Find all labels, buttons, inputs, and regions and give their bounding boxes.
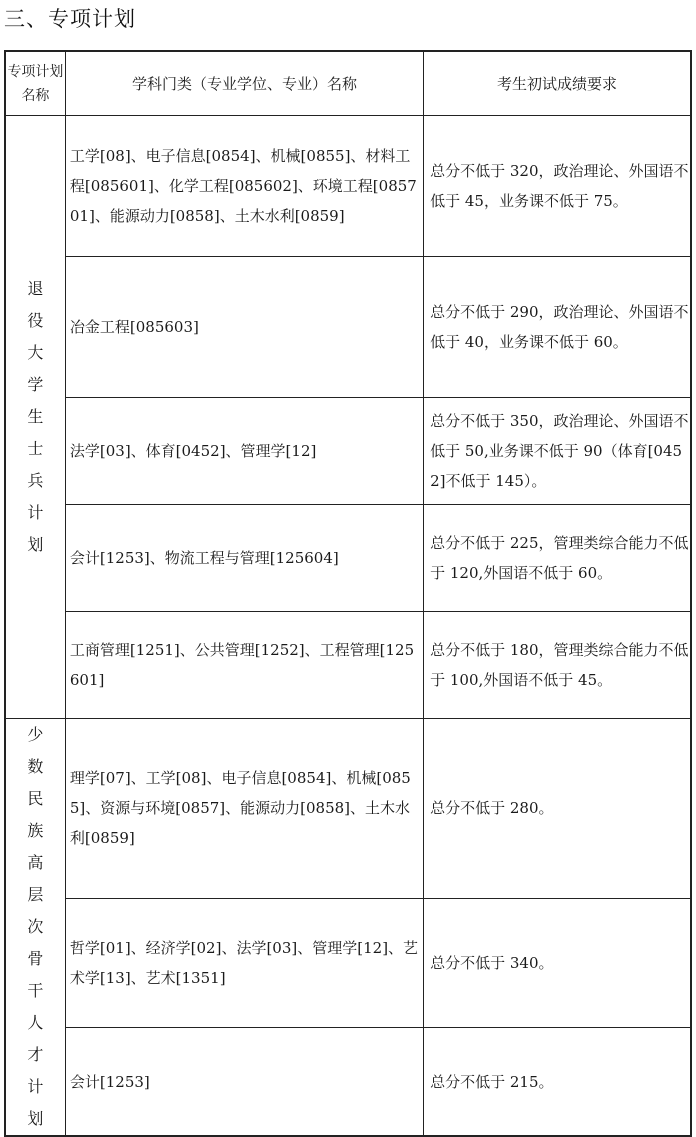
table-row bbox=[5, 612, 691, 719]
table-row bbox=[5, 719, 691, 899]
section-title: 三、专项计划 bbox=[4, 7, 136, 31]
table-row bbox=[5, 398, 691, 505]
requirement-cell: 总分不低于 225，管理类综合能力不低于 120,外国语不低于 60。 bbox=[424, 505, 691, 612]
requirement-cell: 总分不低于 320，政治理论、外国语不低于 45，业务课不低于 75。 bbox=[424, 116, 691, 257]
header-score-requirement: 考生初试成绩要求 bbox=[424, 51, 691, 116]
requirement-cell: 总分不低于 180，管理类综合能力不低于 100,外国语不低于 45。 bbox=[424, 612, 691, 719]
special-plan-table bbox=[4, 50, 692, 1137]
plan-name-veteran: 退役大学生士兵计划 bbox=[5, 116, 65, 719]
subject-cell: 会计[1253]、物流工程与管理[125604] bbox=[65, 505, 423, 612]
subject-cell: 会计[1253] bbox=[65, 1028, 423, 1136]
subject-cell: 法学[03]、体育[0452]、管理学[12] bbox=[65, 398, 423, 505]
requirement-cell: 总分不低于 350，政治理论、外国语不低于 50,业务课不低于 90（体育[0452]不低于 145）。 bbox=[424, 398, 691, 505]
requirement-cell: 总分不低于 340。 bbox=[424, 898, 691, 1027]
requirement-cell: 总分不低于 290，政治理论、外国语不低于 40，业务课不低于 60。 bbox=[424, 257, 691, 398]
table-header-row bbox=[5, 51, 691, 116]
subject-cell: 工学[08]、电子信息[0854]、机械[0855]、材料工程[085601]、化学工程[085602]、环境工程[085701]、能源动力[0858]、土木水利[0859] bbox=[65, 116, 423, 257]
requirement-cell: 总分不低于 215。 bbox=[424, 1028, 691, 1136]
plan-name-minority: 少数民族高层次骨干人才计划 bbox=[5, 719, 65, 1137]
subject-cell: 工商管理[1251]、公共管理[1252]、工程管理[125601] bbox=[65, 612, 423, 719]
subject-cell: 哲学[01]、经济学[02]、法学[03]、管理学[12]、艺术学[13]、艺术[1351] bbox=[65, 898, 423, 1027]
subject-cell: 冶金工程[085603] bbox=[65, 257, 423, 398]
header-subject-name: 学科门类（专业学位、专业）名称 bbox=[65, 51, 423, 116]
header-plan-name: 专项计划名称 bbox=[5, 51, 65, 116]
table-row bbox=[5, 1028, 691, 1136]
table-row bbox=[5, 898, 691, 1027]
table-row bbox=[5, 505, 691, 612]
table-row bbox=[5, 257, 691, 398]
subject-cell: 理学[07]、工学[08]、电子信息[0854]、机械[0855]、资源与环境[0857]、能源动力[0858]、土木水利[0859] bbox=[65, 719, 423, 899]
requirement-cell: 总分不低于 280。 bbox=[424, 719, 691, 899]
table-row bbox=[5, 116, 691, 257]
